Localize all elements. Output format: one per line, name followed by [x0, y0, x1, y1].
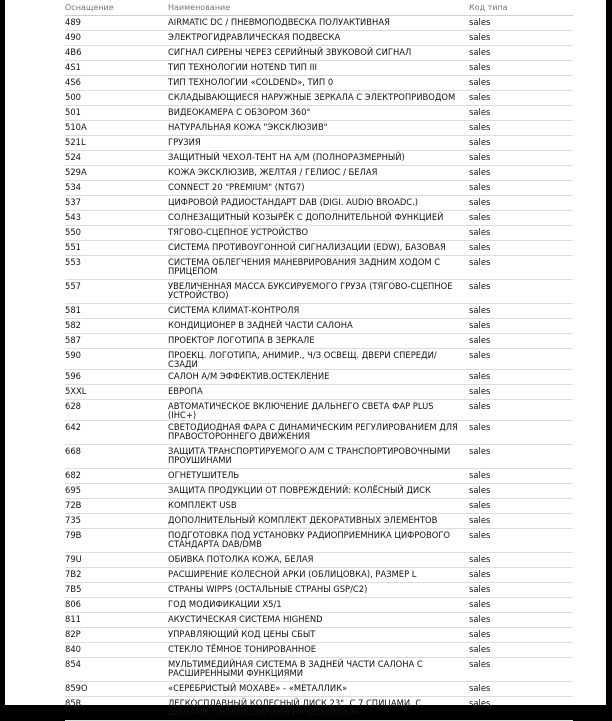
- equipment-code-cell: 840: [65, 643, 168, 658]
- equipment-code-cell: 501: [65, 106, 168, 121]
- equipment-code-cell: 581: [65, 304, 168, 319]
- equipment-name-cell: НАТУРАЛЬНАЯ КОЖА "ЭКСКЛЮЗИВ": [168, 121, 469, 136]
- type-code-cell: sales: [469, 469, 573, 484]
- table-row: [65, 658, 573, 682]
- equipment-name-cell: ПРОЕКТОР ЛОГОТИПА В ЗЕРКАЛЕ: [168, 334, 469, 349]
- equipment-code-cell: 82P: [65, 628, 168, 643]
- equipment-code-cell: 582: [65, 319, 168, 334]
- type-code-cell: sales: [469, 46, 573, 61]
- equipment-code-cell: 7B5: [65, 583, 168, 598]
- equipment-name-cell: ОБИВКА ПОТОЛКА КОЖА, БЕЛАЯ: [168, 553, 469, 568]
- type-code-cell: sales: [469, 319, 573, 334]
- equipment-name-cell: ЗАЩИТНЫЙ ЧЕХОЛ-ТЕНТ НА А/М (ПОЛНОРАЗМЕРНЫЙ): [168, 151, 469, 166]
- table-row: [65, 16, 573, 31]
- equipment-name-cell: ГРУЗИЯ: [168, 136, 469, 151]
- type-code-cell: sales: [469, 136, 573, 151]
- column-header-name: Наименование: [168, 0, 469, 16]
- equipment-code-cell: 590: [65, 349, 168, 370]
- column-header-type-code: Код типа: [469, 0, 573, 16]
- type-code-cell: sales: [469, 226, 573, 241]
- type-code-cell: sales: [469, 529, 573, 553]
- equipment-code-cell: 537: [65, 196, 168, 211]
- table-row: [65, 583, 573, 598]
- table-row: [65, 31, 573, 46]
- equipment-name-cell: СВЕТОДИОДНАЯ ФАРА С ДИНАМИЧЕСКИМ РЕГУЛИРОВАНИЕМ ДЛЯ ПРАВОСТОРОННЕГО ДВИЖЕНИЯ: [168, 421, 469, 445]
- table-row: [65, 529, 573, 553]
- equipment-name-cell: ЗАЩИТА ПРОДУКЦИИ ОТ ПОВРЕЖДЕНИЙ: КОЛЁСНЫЙ ДИСК: [168, 484, 469, 499]
- table-row: [65, 61, 573, 76]
- table-row: [65, 319, 573, 334]
- equipment-code-cell: 695: [65, 484, 168, 499]
- equipment-name-cell: ЦИФРОВОЙ РАДИОСТАНДАРТ DAB (DIGI. AUDIO BROADC.): [168, 196, 469, 211]
- equipment-name-cell: СИСТЕМА ОБЛЕГЧЕНИЯ МАНЕВРИРОВАНИЯ ЗАДНИМ ХОДОМ С ПРИЦЕПОМ: [168, 256, 469, 280]
- equipment-code-cell: 500: [65, 91, 168, 106]
- equipment-code-cell: 550: [65, 226, 168, 241]
- table-row: [65, 151, 573, 166]
- type-code-cell: sales: [469, 370, 573, 385]
- table-row: [65, 334, 573, 349]
- document-page: [5, 0, 606, 717]
- equipment-code-cell: 4B6: [65, 46, 168, 61]
- equipment-name-cell: СИСТЕМА КЛИМАТ-КОНТРОЛЯ: [168, 304, 469, 319]
- equipment-code-cell: 596: [65, 370, 168, 385]
- type-code-cell: sales: [469, 400, 573, 421]
- equipment-name-cell: УВЕЛИЧЕННАЯ МАССА БУКСИРУЕМОГО ГРУЗА (ТЯГОВО-СЦЕПНОЕ УСТРОЙСТВО): [168, 280, 469, 304]
- equipment-name-cell: ТИП ТЕХНОЛОГИИ HOTEND ТИП III: [168, 61, 469, 76]
- equipment-name-cell: ДОПОЛНИТЕЛЬНЫЙ КОМПЛЕКТ ДЕКОРАТИВНЫХ ЭЛЕМЕНТОВ: [168, 514, 469, 529]
- equipment-code-cell: 72B: [65, 499, 168, 514]
- table-row: [65, 196, 573, 211]
- type-code-cell: sales: [469, 106, 573, 121]
- equipment-name-cell: СИГНАЛ СИРЕНЫ ЧЕРЕЗ СЕРИЙНЫЙ ЗВУКОВОЙ СИГНАЛ: [168, 46, 469, 61]
- table-row: [65, 91, 573, 106]
- table-row: [65, 106, 573, 121]
- type-code-cell: sales: [469, 334, 573, 349]
- equipment-code-cell: 529A: [65, 166, 168, 181]
- equipment-code-cell: 806: [65, 598, 168, 613]
- type-code-cell: sales: [469, 658, 573, 682]
- equipment-name-cell: ЭЛЕКТРОГИДРАВЛИЧЕСКАЯ ПОДВЕСКА: [168, 31, 469, 46]
- equipment-name-cell: ПРОЕКЦ. ЛОГОТИПА, АНИМИР., Ч/З ОСВЕЩ. ДВЕРИ СПЕРЕДИ/СЗАДИ: [168, 349, 469, 370]
- table-row: [65, 166, 573, 181]
- table-row: [65, 613, 573, 628]
- type-code-cell: sales: [469, 256, 573, 280]
- type-code-cell: sales: [469, 484, 573, 499]
- equipment-name-cell: КОНДИЦИОНЕР В ЗАДНЕЙ ЧАСТИ САЛОНА: [168, 319, 469, 334]
- equipment-name-cell: САЛОН А/М ЭФФЕКТИВ.ОСТЕКЛЕНИЕ: [168, 370, 469, 385]
- equipment-code-cell: 557: [65, 280, 168, 304]
- equipment-name-cell: СТЕКЛО ТЁМНОЕ ТОНИРОВАННОЕ: [168, 643, 469, 658]
- type-code-cell: sales: [469, 349, 573, 370]
- type-code-cell: sales: [469, 568, 573, 583]
- equipment-code-cell: 534: [65, 181, 168, 196]
- table-row: [65, 76, 573, 91]
- table-row: [65, 211, 573, 226]
- table-row: [65, 514, 573, 529]
- table-header-row: [65, 0, 573, 16]
- table-row: [65, 697, 573, 721]
- equipment-name-cell: ТЯГОВО-СЦЕПНОЕ УСТРОЙСТВО: [168, 226, 469, 241]
- equipment-name-cell: МУЛЬТИМЕДИЙНАЯ СИСТЕМА В ЗАДНЕЙ ЧАСТИ САЛОНА С РАСШИРЕННЫМИ ФУНКЦИЯМИ: [168, 658, 469, 682]
- type-code-cell: sales: [469, 181, 573, 196]
- table-row: [65, 598, 573, 613]
- equipment-name-cell: ВИДЕОКАМЕРА С ОБЗОРОМ 360°: [168, 106, 469, 121]
- type-code-cell: sales: [469, 385, 573, 400]
- equipment-name-cell: CONNECT 20 "PREMIUM" (NTG7): [168, 181, 469, 196]
- table-row: [65, 643, 573, 658]
- type-code-cell: sales: [469, 211, 573, 226]
- table-row: [65, 385, 573, 400]
- table-row: [65, 682, 573, 697]
- type-code-cell: sales: [469, 151, 573, 166]
- equipment-name-cell: АКУСТИЧЕСКАЯ СИСТЕМА HIGHEND: [168, 613, 469, 628]
- equipment-code-cell: 79B: [65, 529, 168, 553]
- equipment-code-cell: 735: [65, 514, 168, 529]
- equipment-code-cell: 682: [65, 469, 168, 484]
- equipment-code-cell: 854: [65, 658, 168, 682]
- table-row: [65, 469, 573, 484]
- type-code-cell: sales: [469, 697, 573, 721]
- type-code-cell: sales: [469, 16, 573, 31]
- equipment-name-cell: СОЛНЕЗАЩИТНЫЙ КОЗЫРЁК С ДОПОЛНИТЕЛЬНОЙ ФУНКЦИЕЙ: [168, 211, 469, 226]
- equipment-name-cell: ЗАЩИТА ТРАНСПОРТИРУЕМОГО А/М С ТРАНСПОРТИРОВОЧНЫМИ ПРОУШИНАМИ: [168, 445, 469, 469]
- equipment-code-cell: 859O: [65, 682, 168, 697]
- equipment-name-cell: СКЛАДЫВАЮЩИЕСЯ НАРУЖНЫЕ ЗЕРКАЛА С ЭЛЕКТРОПРИВОДОМ: [168, 91, 469, 106]
- equipment-name-cell: КОМПЛЕКТ USB: [168, 499, 469, 514]
- table-row: [65, 400, 573, 421]
- table-row: [65, 349, 573, 370]
- equipment-name-cell: СИСТЕМА ПРОТИВОУГОННОЙ СИГНАЛИЗАЦИИ (EDW), БАЗОВАЯ: [168, 241, 469, 256]
- table-row: [65, 499, 573, 514]
- type-code-cell: sales: [469, 499, 573, 514]
- type-code-cell: sales: [469, 583, 573, 598]
- equipment-code-cell: 510A: [65, 121, 168, 136]
- table-row: [65, 553, 573, 568]
- column-header-equipment: Оснащение: [65, 0, 168, 16]
- equipment-name-cell: СТРАНЫ WIPPS (ОСТАЛЬНЫЕ СТРАНЫ GSP/C2): [168, 583, 469, 598]
- equipment-code-cell: 490: [65, 31, 168, 46]
- type-code-cell: sales: [469, 280, 573, 304]
- table-row: [65, 370, 573, 385]
- table-row: [65, 226, 573, 241]
- equipment-code-cell: 4S6: [65, 76, 168, 91]
- equipment-name-cell: РАСШИРЕНИЕ КОЛЕСНОЙ АРКИ (ОБЛИЦОВКА), РАЗМЕР L: [168, 568, 469, 583]
- type-code-cell: sales: [469, 91, 573, 106]
- equipment-code-cell: 7B2: [65, 568, 168, 583]
- equipment-table: [65, 0, 573, 721]
- equipment-name-cell: ОГНЕТУШИТЕЛЬ: [168, 469, 469, 484]
- equipment-name-cell: ЛЕГКОСПЛАВНЫЙ КОЛЕСНЫЙ ДИСК 23", С 7 СПИЦАМИ, С ШИНАМИ РАЗНОЙ ШИРИНЫ НА ОДНОМ А/М: [168, 697, 469, 721]
- equipment-code-cell: 543: [65, 211, 168, 226]
- table-row: [65, 304, 573, 319]
- equipment-name-cell: КОЖА ЭКСКЛЮЗИВ, ЖЕЛТАЯ / ГЕЛИОС / БЕЛАЯ: [168, 166, 469, 181]
- equipment-name-cell: «СЕРЕБРИСТЫЙ МОХАВЕ» - «МЕТАЛЛИК»: [168, 682, 469, 697]
- type-code-cell: sales: [469, 121, 573, 136]
- type-code-cell: sales: [469, 421, 573, 445]
- equipment-code-cell: 553: [65, 256, 168, 280]
- table-row: [65, 46, 573, 61]
- equipment-name-cell: УПРАВЛЯЮЩИЙ КОД ЦЕНЫ СБЫТ: [168, 628, 469, 643]
- type-code-cell: sales: [469, 598, 573, 613]
- equipment-code-cell: 668: [65, 445, 168, 469]
- equipment-code-cell: 628: [65, 400, 168, 421]
- table-row: [65, 628, 573, 643]
- equipment-name-cell: ГОД МОДИФИКАЦИИ X5/1: [168, 598, 469, 613]
- equipment-code-cell: 489: [65, 16, 168, 31]
- table-row: [65, 256, 573, 280]
- type-code-cell: sales: [469, 613, 573, 628]
- equipment-code-cell: 642: [65, 421, 168, 445]
- equipment-name-cell: ЕВРОПА: [168, 385, 469, 400]
- type-code-cell: sales: [469, 31, 573, 46]
- equipment-name-cell: AIRMATIC DC / ПНЕВМОПОДВЕСКА ПОЛУАКТИВНАЯ: [168, 16, 469, 31]
- table-row: [65, 181, 573, 196]
- type-code-cell: sales: [469, 553, 573, 568]
- table-row: [65, 568, 573, 583]
- table-row: [65, 484, 573, 499]
- table-row: [65, 445, 573, 469]
- type-code-cell: sales: [469, 76, 573, 91]
- equipment-code-cell: 551: [65, 241, 168, 256]
- type-code-cell: sales: [469, 682, 573, 697]
- equipment-code-cell: 587: [65, 334, 168, 349]
- equipment-name-cell: ПОДГОТОВКА ПОД УСТАНОВКУ РАДИОПРИЕМНИКА ЦИФРОВОГО СТАНДАРТА DAB/DMB: [168, 529, 469, 553]
- equipment-name-cell: АВТОМАТИЧЕСКОЕ ВКЛЮЧЕНИЕ ДАЛЬНЕГО СВЕТА ФАР PLUS (IHC+): [168, 400, 469, 421]
- equipment-code-cell: 79U: [65, 553, 168, 568]
- type-code-cell: sales: [469, 241, 573, 256]
- type-code-cell: sales: [469, 514, 573, 529]
- type-code-cell: sales: [469, 196, 573, 211]
- type-code-cell: sales: [469, 445, 573, 469]
- equipment-code-cell: 811: [65, 613, 168, 628]
- table-body: [65, 16, 573, 721]
- table-row: [65, 280, 573, 304]
- table-row: [65, 136, 573, 151]
- table-row: [65, 241, 573, 256]
- type-code-cell: sales: [469, 61, 573, 76]
- type-code-cell: sales: [469, 166, 573, 181]
- table-row: [65, 421, 573, 445]
- equipment-code-cell: 4S1: [65, 61, 168, 76]
- equipment-code-cell: 5XXL: [65, 385, 168, 400]
- equipment-code-cell: 524: [65, 151, 168, 166]
- equipment-code-cell: 85R: [65, 697, 168, 721]
- type-code-cell: sales: [469, 628, 573, 643]
- type-code-cell: sales: [469, 643, 573, 658]
- table-row: [65, 121, 573, 136]
- equipment-code-cell: 521L: [65, 136, 168, 151]
- equipment-name-cell: ТИП ТЕХНОЛОГИИ «COLDEND», ТИП 0: [168, 76, 469, 91]
- type-code-cell: sales: [469, 304, 573, 319]
